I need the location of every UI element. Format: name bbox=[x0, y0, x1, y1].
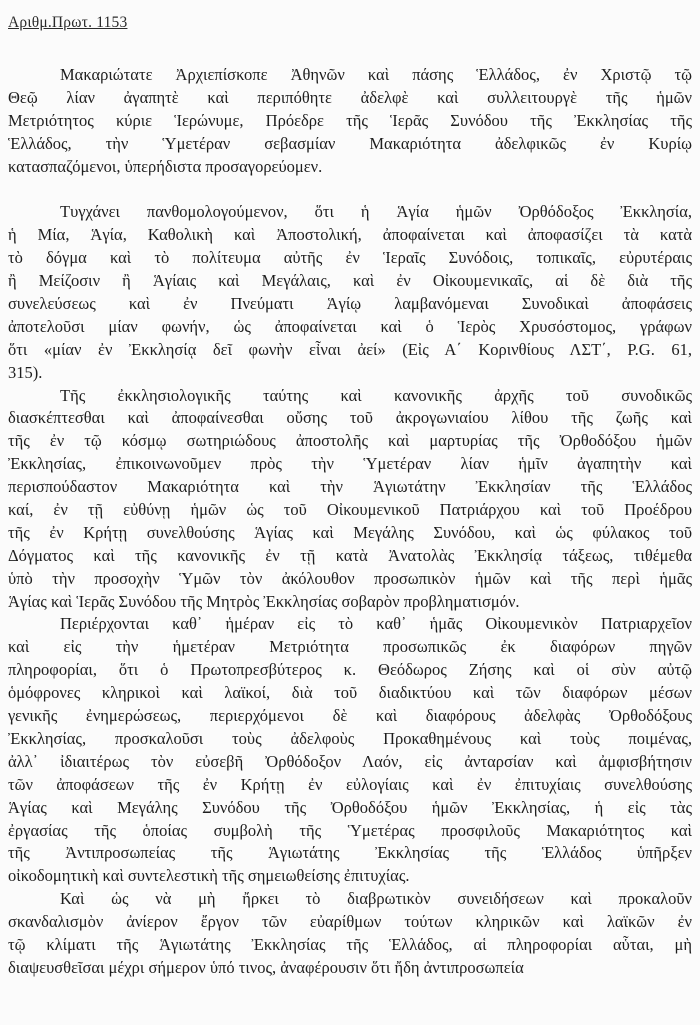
text-line: Θεῷ λίαν ἀγαπητὲ καὶ περιπόθητε ἀδελφὲ καὶ συλλειτουργὲ τῆς ἡμῶν bbox=[8, 87, 692, 107]
text-line: τῆς ἐν τῷ κόσμῳ σωτηριώδους ἀποστολῆς καὶ μαρτυρίας τῆς Ὀρθοδόξου ἡμῶν bbox=[8, 431, 692, 451]
letter-body bbox=[8, 64, 692, 980]
text-line: ἀλλ᾽ ἰδιαιτέρως τὸν εὐσεβῆ Ὀρθόδοξον Λαόν, εἰς ἀνταρσίαν καὶ ἀμφισβήτησιν bbox=[8, 751, 692, 771]
text-line: Τυγχάνει πανθομολογούμενον, ὅτι ἡ Ἁγία ἡμῶν Ὀρθόδοξος Ἐκκλησία, bbox=[60, 202, 692, 222]
text-line: γενικῆς ἐνημερώσεως, περιερχόμενοι δὲ καὶ διαφόρους ἀδελφὰς Ὀρθοδόξους bbox=[8, 706, 692, 726]
text-line: Τῆς ἐκκλησιολογικῆς ταύτης καὶ κανονικῆς ἀρχῆς τοῦ συνοδικῶς bbox=[60, 385, 692, 405]
text-line: τῶν ἀποφάσεων τῆς ἐν Κρήτῃ ἐν εὐλογίαις καὶ ἐν ἐπιτυχίαις συνελθούσης bbox=[8, 774, 692, 794]
paragraph-scandal bbox=[8, 888, 692, 980]
text-line: πληροφορίαι, ὅτι ὁ Πρωτοπρεσβύτερος κ. Θεόδωρος Ζήσης καὶ οἱ σὺν αὐτῷ bbox=[8, 660, 692, 680]
text-line: Μακαριώτατε Ἀρχιεπίσκοπε Ἀθηνῶν καὶ πάσης Ἑλλάδος, ἐν Χριστῷ τῷ bbox=[60, 65, 692, 84]
text-line: τῷ κλίματι τῆς Ἁγιωτάτης Ἐκκλησίας τῆς Ἑλλάδος, αἱ πληροφορίαι αὗται, μὴ bbox=[8, 934, 692, 954]
protocol-number: Αριθμ.Πρωτ. 1153 bbox=[8, 14, 128, 31]
text-line: 315). bbox=[8, 362, 43, 382]
text-line: τῆς ἐν Κρήτῃ συνελθούσης Ἁγίας καὶ Μεγάλης Συνόδου, καὶ ὡς φύλακος τοῦ bbox=[8, 522, 692, 542]
text-line: Ἁγίας καὶ Ἱερᾶς Συνόδου τῆς Μητρὸς Ἐκκλησίας σοβαρὸν προβληματισμόν. bbox=[8, 591, 520, 611]
paragraph-communication bbox=[8, 385, 692, 614]
text-line: ἡ Μία, Ἁγία, Καθολικὴ καὶ Ἀποστολική, ἀποφαίνεται καὶ ἀποφασίζει τὰ κατὰ bbox=[8, 225, 692, 245]
text-line: σκανδαλισμὸν ἀνίερον ἔργον τῶν εὐαρίθμων τούτων κληρικῶν καὶ λαϊκῶν ἐν bbox=[8, 912, 692, 932]
text-line: καὶ εἰς τὴν ἡμετέραν Μετριότητα προσωπικῶς ἐκ διαφόρων πηγῶν bbox=[8, 637, 692, 657]
paragraph-synodal-principle bbox=[8, 201, 692, 384]
text-line: οἰκοδομητικὴ καὶ συντελεστικὴ τῆς σημειωθείσης ἐπιτυχίας. bbox=[8, 866, 410, 886]
text-line: συνελεύσεως καὶ ἐν Πνεύματι Ἁγίῳ λαμβανόμεναι Συνοδικαὶ ἀποφάσεις bbox=[8, 294, 692, 314]
text-line: περισπούδαστον Μακαριότητα καὶ τὴν Ἁγιωτάτην Ἐκκλησίαν τῆς Ἑλλάδος bbox=[8, 477, 692, 497]
text-line: Δόγματος καὶ τῆς κανονικῆς ἐν τῇ κατὰ Ἀνατολὰς Ἐκκλησίᾳ τάξεως, τιθέμεθα bbox=[8, 545, 692, 565]
text-line: διασκέπτεσθαι καὶ ἀποφαίνεσθαι οὔσης τοῦ ἀκρογωνιαίου λίθου τῆς ζωῆς καὶ bbox=[8, 408, 692, 428]
paragraph-greeting bbox=[8, 64, 692, 178]
text-line: Μετριότητος κύριε Ἱερώνυμε, Πρόεδρε τῆς Ἱερᾶς Συνόδου τῆς Ἐκκλησίας τῆς bbox=[8, 110, 692, 130]
text-line: Ἑλλάδος, τὴν Ὑμετέραν σεβασμίαν Μακαριότητα ἀδελφικῶς ἐν Κυρίῳ bbox=[8, 133, 692, 153]
text-line: Περιέρχονται καθ᾽ ἡμέραν εἰς τὸ καθ᾽ ἡμᾶς Οἰκουμενικὸν Πατριαρχεῖον bbox=[60, 614, 692, 634]
text-line: κατασπαζόμενοι, ὑπερήδιστα προσαγορεύομεν. bbox=[8, 156, 323, 176]
text-line: Καὶ ὡς νὰ μὴ ἤρκει τὸ διαβρωτικὸν συνειδήσεων καὶ προκαλοῦν bbox=[60, 889, 692, 909]
text-line: ὅτι «μίαν ἐν Ἐκκλησίᾳ δεῖ φωνὴν εἶναι ἀεί» (Εἰς Α΄ Κορινθίους ΛΣΤ΄, P.G. 61, bbox=[8, 339, 692, 359]
text-line: Ἁγίας καὶ Μεγάλης Συνόδου τῆς Ὀρθοδόξου ἡμῶν Ἐκκλησίας, ἡ εἰς τὰς bbox=[8, 797, 692, 817]
text-line: ὁμόφρονες κληρικοὶ καὶ λαϊκοί, διὰ τοῦ διαδικτύου καὶ τῶν διαφόρων μέσων bbox=[8, 683, 692, 703]
text-line: ὑπὸ τὴν προσοχὴν Ὑμῶν τὸν ἀκόλουθον προσωπικὸν ἡμῶν καὶ τῆς περὶ ἡμᾶς bbox=[8, 568, 692, 588]
text-line: Ἐκκλησίας, προσκαλοῦσι τοὺς ἀδελφοὺς Προκαθημένους καὶ τοὺς ποιμένας, bbox=[8, 728, 692, 748]
text-line: τῆς Ἀντιπροσωπείας τῆς Ἁγιωτάτης Ἐκκλησίας τῆς Ἑλλάδος ὑπῆρξεν bbox=[8, 843, 692, 863]
text-line: διαψευσθεῖσαι μέχρι σήμερον ὑπό τινος, ἀναφέρουσιν ὅτι ἤδη ἀντιπροσωπεία bbox=[8, 957, 524, 977]
text-line: Ἐκκλησίας, ἐπικοινωνοῦμεν πρὸς τὴν Ὑμετέραν λίαν ἡμῖν ἀγαπητὴν καὶ bbox=[8, 454, 692, 474]
text-line: καί, ἐν τῇ εὐθύνῃ ἡμῶν ὡς τοῦ Οἰκουμενικοῦ Πατριάρχου καὶ τοῦ Προέδρου bbox=[8, 500, 692, 520]
paragraph-reports bbox=[8, 613, 692, 888]
text-line: ἐργασίας τῆς ὁποίας συμβολὴ τῆς Ὑμετέρας προσφιλοῦς Μακαριότητος καὶ bbox=[8, 820, 692, 840]
text-line: ἢ Μείζοσιν ἢ Ἁγίαις καὶ Μεγάλαις, καὶ ἐν Οἰκουμενικαῖς, αἱ δὲ διὰ τῆς bbox=[8, 271, 692, 291]
text-line: τὸ δόγμα καὶ τὸ πολίτευμα αὐτῆς ἐν Ἱεραῖς Συνόδοις, τοπικαῖς, εὐρυτέραις bbox=[8, 248, 692, 268]
text-line: ἀποτελοῦσι μίαν φωνήν, ὡς ἀποφαίνεται καὶ ὁ Ἱερὸς Χρυσόστομος, γράφων bbox=[8, 316, 692, 336]
